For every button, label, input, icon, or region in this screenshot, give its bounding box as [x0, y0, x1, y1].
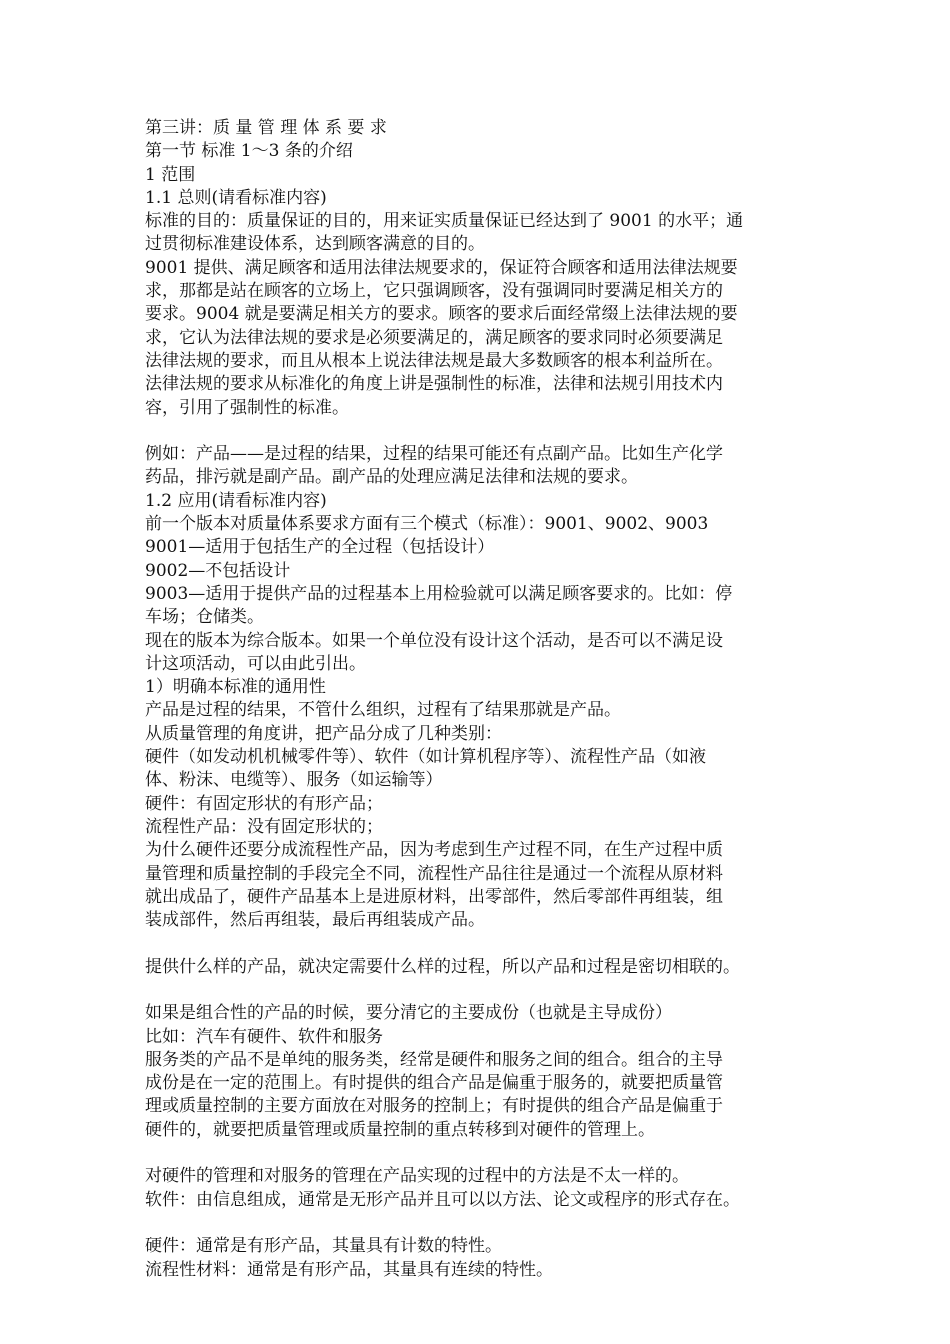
- text-line: 前一个版本对质量体系要求方面有三个模式（标准）：9001、9002、9003: [145, 514, 709, 535]
- text-line: 要求。9004 就是要满足相关方的要求。顾客的要求后面经常缀上法律法规的要: [145, 304, 738, 325]
- text-line: 对硬件的管理和对服务的管理在产品实现的过程中的方法是不太一样的。: [145, 1166, 689, 1187]
- text-line: 硬件：有固定形状的有形产品；: [145, 793, 383, 814]
- text-line: 例如：产品——是过程的结果，过程的结果可能还有点副产品。比如生产化学: [145, 444, 723, 465]
- text-line: 理或质量控制的主要方面放在对服务的控制上；有时提供的组合产品是偏重于: [145, 1096, 723, 1117]
- text-line: 硬件的，就要把质量管理或质量控制的重点转移到对硬件的管理上。: [145, 1119, 655, 1140]
- text-line: 求，那都是站在顾客的立场上，它只强调顾客，没有强调同时要满足相关方的: [145, 281, 723, 302]
- text-line: 装成部件，然后再组装，最后再组装成产品。: [145, 910, 485, 931]
- text-line: 体、粉沫、电缆等）、服务（如运输等）: [145, 770, 443, 791]
- blank-line: [145, 420, 810, 443]
- text-line: 流程性材料：通常是有形产品，其量具有连续的特性。: [145, 1259, 553, 1280]
- blank-line: [145, 932, 810, 955]
- text-line: 药品，排污就是副产品。副产品的处理应满足法律和法规的要求。: [145, 467, 638, 488]
- text-line: 法律法规的要求，而且从根本上说法律法规是最大多数顾客的根本利益所在。: [145, 350, 723, 371]
- blank-line: [145, 1142, 810, 1165]
- blank-line: [145, 979, 810, 1002]
- text-line: 服务类的产品不是单纯的服务类，经常是硬件和服务之间的组合。组合的主导: [145, 1049, 723, 1070]
- text-line: 现在的版本为综合版本。如果一个单位没有设计这个活动，是否可以不满足设: [145, 630, 723, 651]
- text-line: 成份是在一定的范围上。有时提供的组合产品是偏重于服务的，就要把质量管: [145, 1073, 723, 1094]
- blank-line: [145, 1212, 810, 1235]
- text-line: 求，它认为法律法规的要求是必须要满足的，满足顾客的要求同时必须要满足: [145, 327, 723, 348]
- text-line: 9001 提供、满足顾客和适用法律法规要求的，保证符合顾客和适用法律法规要: [145, 257, 738, 278]
- text-line: 为什么硬件还要分成流程性产品，因为考虑到生产过程不同，在生产过程中质: [145, 840, 723, 861]
- text-line: 容，引用了强制性的标准。: [145, 397, 349, 418]
- text-line: 标准的目的：质量保证的目的，用来证实质量保证已经达到了 9001 的水平；通: [145, 211, 744, 232]
- text-line: 提供什么样的产品，就决定需要什么样的过程，所以产品和过程是密切相联的。: [145, 956, 740, 977]
- text-line: 第一节 标准 1～3 条的介绍: [145, 141, 353, 162]
- document-body: [145, 117, 810, 1282]
- text-line: 硬件（如发动机机械零件等）、软件（如计算机程序等）、流程性产品（如液: [145, 747, 706, 768]
- text-line: 1 范围: [145, 164, 196, 185]
- text-line: 流程性产品：没有固定形状的；: [145, 816, 383, 837]
- text-line: 硬件：通常是有形产品，其量具有计数的特性。: [145, 1236, 502, 1257]
- text-line: 软件：由信息组成，通常是无形产品并且可以以方法、论文或程序的形式存在。: [145, 1189, 740, 1210]
- text-line: 就出成品了，硬件产品基本上是进原材料，出零部件，然后零部件再组装，组: [145, 886, 723, 907]
- text-line: 比如：汽车有硬件、软件和服务: [145, 1026, 383, 1047]
- text-line: 1）明确本标准的通用性: [145, 677, 326, 698]
- text-line: 产品是过程的结果，不管什么组织，过程有了结果那就是产品。: [145, 700, 621, 721]
- text-line: 如果是组合性的产品的时候，要分清它的主要成份（也就是主导成份）: [145, 1003, 672, 1024]
- text-line: 第三讲：质 量 管 理 体 系 要 求: [145, 118, 387, 138]
- text-line: 9003—适用于提供产品的过程基本上用检验就可以满足顾客要求的。比如：停: [145, 583, 733, 604]
- text-line: 法律法规的要求从标准化的角度上讲是强制性的标准，法律和法规引用技术内: [145, 374, 723, 395]
- text-line: 过贯彻标准建设体系，达到顾客满意的目的。: [145, 234, 485, 255]
- text-line: 1.1 总则(请看标准内容): [145, 187, 327, 208]
- text-line: 1.2 应用(请看标准内容): [145, 490, 327, 511]
- text-line: 量管理和质量控制的手段完全不同，流程性产品往往是通过一个流程从原材料: [145, 863, 723, 884]
- text-line: 从质量管理的角度讲，把产品分成了几种类别：: [145, 723, 502, 744]
- text-line: 9002—不包括设计: [145, 560, 291, 581]
- text-line: 计这项活动，可以由此引出。: [145, 653, 366, 674]
- text-line: 车场；仓储类。: [145, 607, 264, 628]
- text-line: 9001—适用于包括生产的全过程（包括设计）: [145, 537, 495, 558]
